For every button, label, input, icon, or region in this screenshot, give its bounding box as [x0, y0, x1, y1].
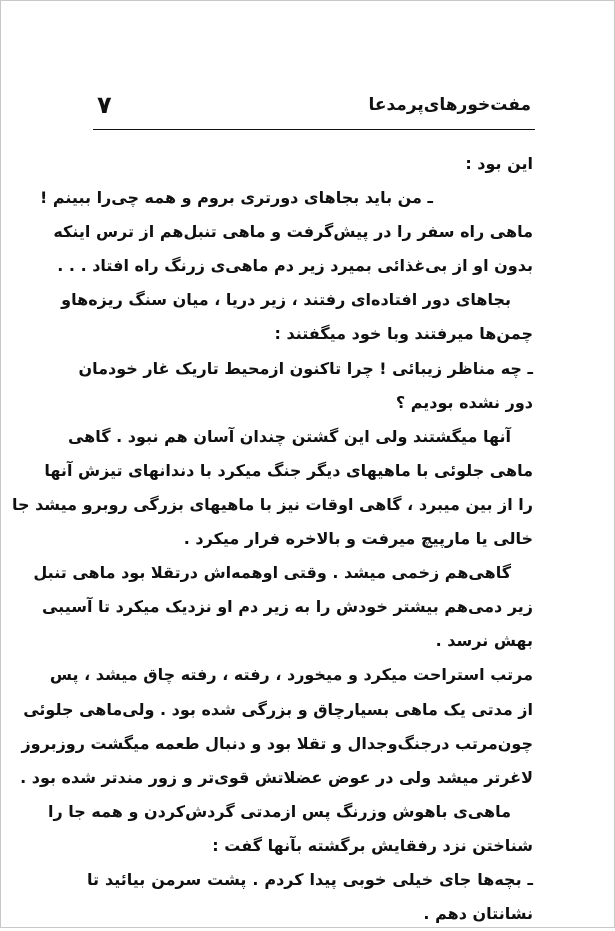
header-rule — [93, 129, 535, 130]
text-line: خالی یا مارپیچ میرفت و بالاخره فرار میکرد . — [183, 529, 533, 549]
text-line: زیر دمی‌هم بیشتر خودش را به زیر دم او نزدیک میکرد تا آسیبی — [41, 597, 533, 617]
text-line: مرتب استراحت میکرد و میخورد ، رفته ، رفته چاق میشد ، پس — [49, 665, 533, 685]
text-line: دور نشده بودیم ؟ — [395, 392, 533, 412]
text-line: چمن‌ها میرفتند وبا خود میگفتند : — [274, 324, 533, 344]
text-line: بدون او از بی‌غذائی بمیرد زیر دم ماهی‌ی زرنگ راه افتاد . . . — [57, 256, 533, 276]
text-line: این بود : — [465, 154, 533, 173]
text-line: را از بین میبرد ، گاهی اوقات نیز با ماهیهای بزرگی روبرو میشد جا — [11, 494, 533, 514]
text-line: گاهی‌هم زخمی میشد . وقتی اوهمه‌اش درتقلا بود ماهی تنبل — [33, 563, 511, 583]
text-line: لاغرتر میشد ولی در عوض عضلاتش قوی‌تر و زور مندتر شده بود . — [20, 767, 533, 787]
text-line: ماهی‌ی باهوش وزرنگ پس ازمدتی گردش‌کردن و همه جا را — [47, 801, 511, 821]
text-line: نشانتان دهم . — [423, 904, 533, 924]
text-line: ـ من باید بجاهای دورتری بروم و همه چی‌را ببینم ! — [39, 188, 433, 208]
page-number: ۷ — [97, 91, 112, 119]
text-line: ماهی جلوئی با ماهیهای دیگر جنگ میکرد با دندانهای تیزش آنها — [44, 460, 533, 480]
page-header — [93, 89, 533, 123]
text-line: آنها میگشتند ولی این گشتن چندان آسان هم نبود . گاهی — [67, 426, 511, 446]
text-line: شناختن نزد رفقایش برگشته بآنها گفت : — [212, 835, 533, 855]
text-line: ـ بچه‌ها جای خیلی خوبی پیدا کردم . پشت سرمن بیائید تا — [87, 869, 533, 889]
text-line: ـ چه مناظر زیبائی ! چرا تاکنون ازمحیط تاریک غار خودمان — [78, 358, 533, 378]
text-line: ماهی راه سفر را در پیش‌گرفت و ماهی تنبل‌هم از ترس اینکه — [53, 222, 533, 242]
text-line: بهش نرسد . — [435, 631, 533, 651]
body-text — [11, 147, 533, 931]
text-line: از مدتی یک ماهی بسیارچاق و بزرگی شده بود . ولی‌ماهی جلوئی — [23, 699, 533, 719]
running-title: مفت‌خورهای‌پرمدعا — [368, 95, 531, 115]
text-line: چون‌مرتب درجنگ‌وجدال و تقلا بود و دنبال طعمه میگشت روزبروز — [21, 733, 533, 753]
text-line: بجاهای دور افتاده‌ای رفتند ، زیر دریا ، میان سنگ ریزه‌هاو — [61, 290, 511, 310]
